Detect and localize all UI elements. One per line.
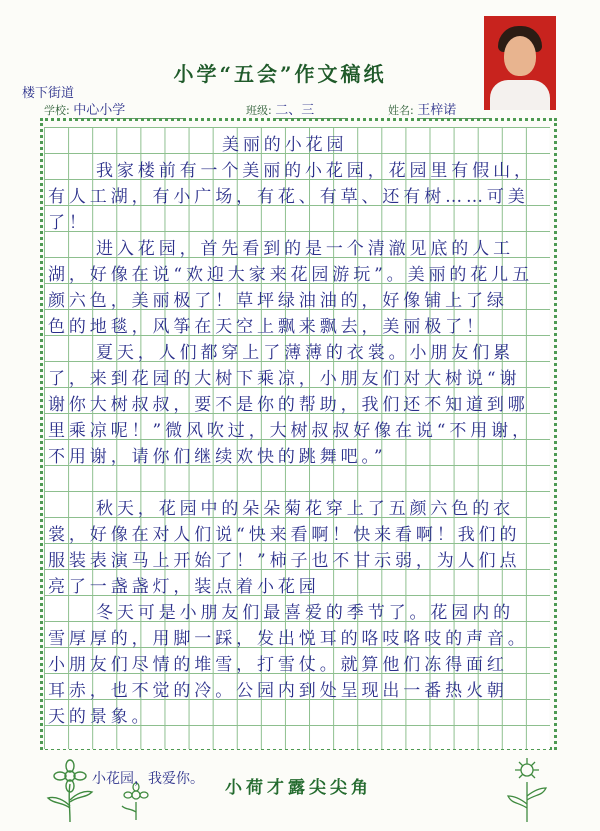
essay-line: 谢你大树叔叔，要不是你的帮助，我们还不知道到哪 [48,395,529,414]
class-label: 班级: [246,104,272,117]
essay-line: 亮了一盏盏灯，装点着小花园 [48,577,320,596]
essay-line: 湖，好像在说“欢迎大家来花园游玩”。美丽的花儿五 [48,265,533,284]
essay-line: 了，来到花园的大树下乘凉，小朋友们对大树说“谢 [48,369,521,388]
essay-line: 颜六色，美丽极了！草坪绿油油的，好像铺上了绿 [48,291,508,310]
name-value: 王梓诺 [417,99,492,119]
essay-line: 进入花园，首先看到的是一个清澈见底的人工 [96,239,514,258]
page-title: 小学“五会”作文稿纸 [173,62,387,86]
essay-line: 里乘凉呢！”微风吹过，大树叔叔好像在说“不用谢， [48,421,533,440]
slogan: 小荷才露尖尖角 [225,778,372,798]
essay-line: 我家楼前有一个美丽的小花园，花园里有假山， [96,161,535,180]
flower-left-icon [40,758,100,824]
street-handwritten: 楼下街道 [22,86,75,101]
closing-line: 小花园，我爱你。 [92,771,204,787]
school-value: 中心小学 [73,99,183,119]
flower-small-icon [118,782,154,822]
essay-line: 小朋友们尽情的堆雪，打雪仗。就算他们冻得面红 [48,655,508,674]
flower-right-icon [504,752,550,824]
essay-line: 服装表演马上开始了！”柿子也不甘示弱，为人们点 [48,551,521,570]
essay-line: 天的景象。 [48,707,153,726]
essay-line: 冬天可是小朋友们最喜爱的季节了。花园内的 [96,603,514,622]
essay-line: 秋天，花园中的朵朵菊花穿上了五颜六色的衣 [96,499,514,518]
name-field [388,99,492,119]
essay-line: 了！ [48,213,90,232]
essay-title: 美丽的小花园 [222,135,348,154]
essay-line: 裳，好像在对人们说“快来看啊！快来看啊！我们的 [48,525,521,544]
essay-line: 有人工湖，有小广场，有花、有草、还有树……可美 [48,187,529,206]
essay-line: 不用谢，请你们继续欢快的跳舞吧。” [48,447,387,466]
essay-line: 夏天，人们都穿上了薄薄的衣裳。小朋友们累 [96,343,514,362]
name-label: 姓名: [388,104,414,117]
class-value: 二、三 [275,99,345,119]
essay-line: 耳赤，也不觉的冷。公园内到处呈现出一番热火朝 [48,681,508,700]
class-field [246,99,345,119]
essay-line: 色的地毯，风筝在天空上飘来飘去，美丽极了！ [48,317,487,336]
school-field [44,99,183,119]
essay-line: 雪厚厚的，用脚一踩，发出悦耳的咯吱咯吱的声音。 [48,629,529,648]
school-label: 学校: [44,104,70,117]
student-photo [484,16,556,110]
